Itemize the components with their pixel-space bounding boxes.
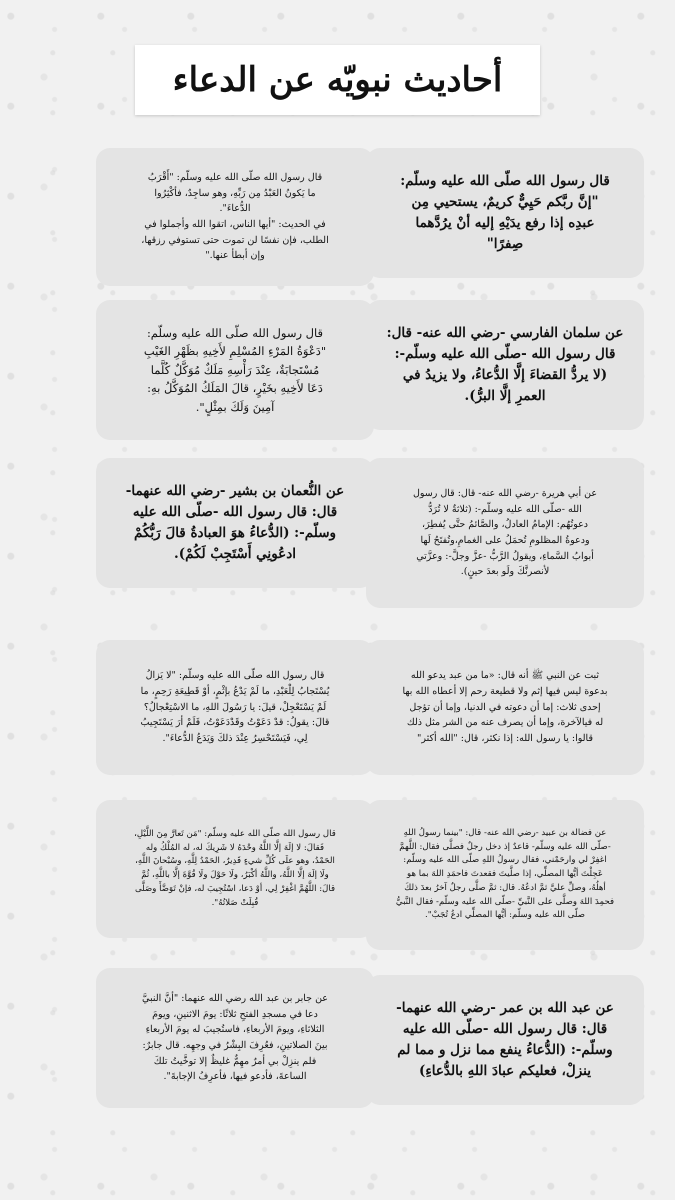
hadith-text: قال رسول الله صلّى الله عليه وسلّم: "دَعْوَةُ المَرْءِ المُسْلِمِ لأَخِيهِ بظَهْرِ الغَيْبِ مُسْتَجابَةٌ، عِنْدَ رَأْسِهِ مَلَكٌ مُوَكَّلٌ كُلَّما دَعَا لأَخِيهِ بخَيْرٍ، قالَ المَلَكُ المُوَكَّلُ بهِ: آمِينَ وَلَكَ بمِثْلٍ". xyxy=(143,326,327,414)
hadith-text: ثبت عن النبي ﷺ أنه قال: «ما من عبد يدعو الله بدعوة ليس فيها إثم ولا قطيعة رحم إلا أعطاه الله بها إحدى ثلاث: إما أن دعوته في الدنيا، وإما أن تؤجل له فيالآخرة، وإما أن يصرف عنه من الشر مثل ذلك قالوا: يا رسول الله: إذا نكثر، قال: "الله أكثر" xyxy=(402,670,608,744)
hadith-card-6 xyxy=(96,458,374,588)
hadith-card-12 xyxy=(96,968,374,1108)
hadith-text: قال رسول الله صلّى الله عليه وسلّم: "مَن تَعارَّ مِنَ اللَّيْلِ، فَقالَ: لا إلَهَ إلَّا اللَّهُ وحْدَهُ لا شَرِيكَ له، له المُلْكُ وله الحَمْدُ، وهو علَى كُلِّ شيءٍ قَدِيرٌ، الحَمْدُ لِلَّهِ، وسُبْحانَ اللَّهِ، ولَا إلَهَ إلَّا اللَّهُ، واللَّهُ أكْبَرُ، ولَا حَوْلَ ولَا قُوَّةَ إلَّا باللَّهِ، ثُمَّ قالَ: اللَّهُمَّ اغْفِرْ لِي، أوْ دَعا، اسْتُجِيبَ له، فإنْ تَوَضَّأَ وصَلَّى قُبِلَتْ صَلاتُهُ". xyxy=(134,828,336,908)
hadith-card-1 xyxy=(366,148,644,278)
page-title: أحاديث نبويّه عن الدعاء xyxy=(172,60,503,100)
hadith-text: عن فضالة بن عبيد -رضي الله عنه- قال: "بينما رسولُ اللهِ -صلّى الله عليه وسلّم- قاعدٌ إذ دخل رجلٌ فصلَّى فقال: اللَّهمَّ اغفِرْ لي وارحَمْني، فقال رسولُ اللهِ صلّى الله عليه وسلّم: عَجِلْتَ أيُّها المصلِّي، إذا صلَّيتَ فقعدتَ فاحمَدِ اللهَ بما هو أهلُهُ، وصلِّ عليَّ ثمَّ ادعُهُ. قال: ثمَّ صلَّى رجلٌ آخرُ بعدَ ذلكَ فحمِدَ اللهَ وصلَّى على النَّبيِّ -صلّى الله عليه وسلّم- فقال النَّبيُّ صلّى الله عليه وسلّم: أيُّها المصلِّي ادعُ تُجَبْ". xyxy=(395,827,615,921)
hadith-text: عن جابر بن عبد الله رضي الله عنهما: "أنَّ النبيَّ دعا في مسجدِ الفتحِ ثلاثًا: يومَ الاثنينِ، ويومَ الثلاثاءِ، ويومَ الأربعاءِ، فاستُجيبَ له يومَ الأربعاءِ بينَ الصلاتينِ، فعُرِفَ البِشْرُ في وجهِه. قال جابرٌ: فلم ينزِلْ بي أمرٌ مهِمٌّ غليظٌ إلا توخَّيتُ تلكَ الساعةَ، فأدعو فيها، فأعرِفُ الإجابةَ". xyxy=(142,992,328,1083)
hadith-text: عن أبي هريرة -رضي الله عنه- قال: قال رسول الله -صلّى الله عليه وسلّم-: (ثلاثةٌ لا تُرَدُّ دعوتُهُم: الإمامُ العادلُ، والصَّائمُ حتَّى يُفطِرَ، ودعوةُ المظلومِ تُحمَلُ على الغمامِ،وتُفتَحُ لَها أبوابُ السَّماءِ، ويقولُ الرَّبُّ -عزَّ وجلَّ-: وعزَّتي لأنصرنَّكَ ولَو بعدَ حينٍ). xyxy=(413,487,598,578)
hadith-text: قال رسول الله صلّى الله عليه وسلّم: "إنَّ ربَّكم حَيِيٌّ كريمٌ، يستحيي مِن عبدِه إذا رفع يدَيْهِ إليه أنْ يرُدَّهما صِفرًا" xyxy=(400,173,610,252)
hadith-card-5 xyxy=(366,458,644,608)
hadith-card-4 xyxy=(96,300,374,440)
hadith-text: عن سلمان الفارسي -رضي الله عنه- قال: قال رسول الله -صلّى الله عليه وسلّم-: (لا يردُّ القضاءَ إلَّا الدُّعاءُ، ولا يزيدُ في العمرِ إلَّا البرُّ). xyxy=(386,325,624,404)
hadith-card-10 xyxy=(96,800,374,938)
hadith-card-3 xyxy=(366,300,644,430)
hadith-card-7 xyxy=(366,640,644,775)
hadith-text: عن النُّعمان بن بشير -رضي الله عنهما- قال: قال رسول الله -صلّى الله عليه وسلّم-: (الدُّعاءُ هوَ العبادةُ قالَ رَبُّكُمْ ادعُونِي أَسْتَجِبْ لَكُمْ). xyxy=(125,483,345,562)
hadith-card-2 xyxy=(96,148,374,286)
hadith-text: قال رسول الله صلّى الله عليه وسلّم: "لا يَزالُ يُسْتَجابُ لِلْعَبْدِ، ما لَمْ يَدْعُ بإثْمٍ، أوْ قَطِيعَةِ رَحِمٍ، ما لَمْ يَسْتَعْجِلْ، قيلَ: يا رَسُولَ اللهِ، ما الاسْتِعْجالُ؟ قالَ: يقولُ: قدْ دَعَوْتُ وقَدْدَعَوْتُ، فَلَمْ أرَ يَسْتَجِيبُ لِي، فَيَسْتَحْسِرُ عِنْدَ ذلكَ وَيَدَعُ الدُّعاءَ". xyxy=(140,670,330,744)
hadith-card-11 xyxy=(366,975,644,1105)
hadith-text: عن عبد الله بن عمر -رضي الله عنهما- قال: قال رسول الله -صلّى الله عليه وسلّم-: (الدُّعاءُ ينفع مما نزل و مما لم ينزلْ، فعليكم عبادَ اللهِ بالدُّعاءِ) xyxy=(396,1000,614,1079)
title-banner xyxy=(135,45,540,115)
hadith-text: قال رسول الله صلّى الله عليه وسلّم: "أَقْرَبُ ما يَكونُ العَبْدُ مِن رَبِّهِ، وهو ساجِدٌ، فأكْثِرُوا الدُّعاءَ". في الحديث: "أيها الناس، اتقوا الله وأجملوا في الطلب، فإن نفسًا لن تموت حتى تستوفي رزقها، وإن أبطأ عنها." xyxy=(141,171,329,262)
hadith-card-8 xyxy=(96,640,374,775)
hadith-card-9 xyxy=(366,800,644,950)
